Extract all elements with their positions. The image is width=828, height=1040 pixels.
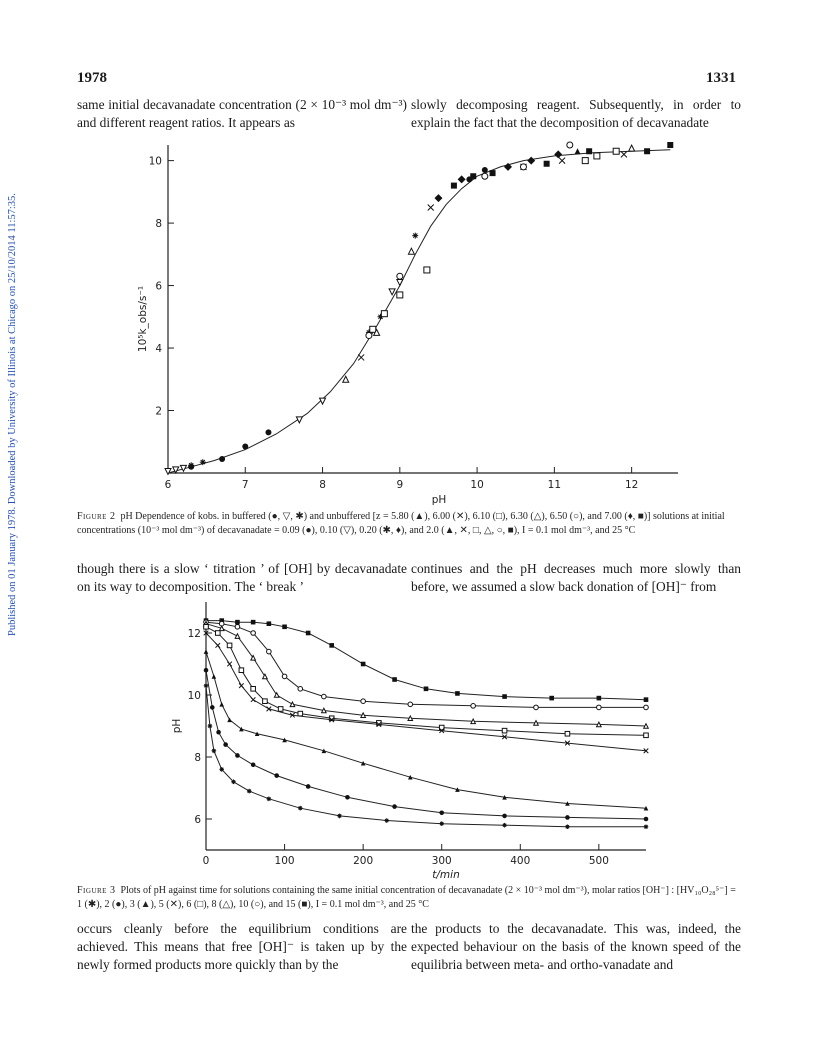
data-point [565,731,570,736]
data-point [544,161,550,167]
data-point [204,668,209,673]
data-point [223,742,228,747]
data-point [329,643,334,648]
data-point [502,814,507,819]
series-line [206,624,646,726]
data-point [247,789,252,794]
data-point [361,713,366,718]
data-point [366,333,372,339]
y-tick-label: 2 [155,405,162,418]
data-point [227,718,232,723]
data-point [597,696,602,701]
publication-stamp[interactable]: Published on 01 January 1978. Downloaded by University of Illinois at Chicago on 25/10/2014 11:57:35. [7,193,18,637]
data-point [322,694,327,699]
data-point [621,151,627,157]
data-point [298,806,303,811]
data-point [251,631,256,636]
data-point [439,821,444,826]
data-point [274,773,279,778]
data-point [231,780,236,785]
data-point [527,157,535,165]
x-tick-label: 100 [274,855,295,867]
series-line [206,652,646,809]
data-point [408,702,413,707]
data-point [204,625,209,630]
data-point [358,354,364,360]
data-point [306,784,311,789]
x-axis-label: pH [431,494,447,505]
data-point [392,804,397,809]
data-point [215,643,220,648]
y-tick-label: 8 [194,752,201,764]
data-point [559,158,565,164]
data-point [251,687,256,692]
fit-curve [168,150,670,473]
data-point [370,326,376,332]
data-point [265,429,271,435]
paragraph: same initial decavanadate concentration (2 × 10⁻³ mol dm⁻³) and different reagent ratios. It appears as [77,97,407,130]
data-point [204,649,209,654]
data-point [306,631,311,636]
y-tick-label: 10 [187,690,201,702]
data-point [434,194,442,202]
data-point [520,164,526,170]
data-point [482,173,488,179]
figure-2-caption-text: pH Dependence of kobs. in buffered (●, ▽, ✱) and unbuffered [z = 5.80 (▲), 6.00 (✕), 6.10 (□), 6.30 (△), 6.50 (○), and 7.00 (♦, ■)] solutions at initial concentrations (10⁻³ mol dm⁻³) of decavanadate = 0.09 (●), 0.10 (▽), 0.20 (✱, ♦), and 2.0 (▲, ✕, □, △, ○, ■), I = 0.1 mol dm⁻³, and 25 °C [77,511,725,536]
x-tick-label: 12 [624,479,639,491]
data-point [408,716,413,721]
data-point [534,721,539,726]
data-point [219,626,224,631]
data-point [428,204,434,210]
data-point [343,376,349,382]
middle-text-left [77,560,407,596]
data-point [216,730,221,735]
data-point [235,620,240,625]
data-point [290,702,295,707]
data-point [219,702,224,707]
data-point [267,649,272,654]
data-point [644,824,649,829]
data-point [397,273,403,279]
y-tick-label: 10 [148,155,162,168]
data-point [389,289,395,295]
data-point [644,697,649,702]
paragraph: the products to the decavanadate. This was, indeed, the expected behaviour on the basis of the known speed of the equilibria between meta- and ortho-vanadate and [411,921,741,972]
data-point [567,142,573,148]
x-tick-label: 7 [241,479,249,491]
x-axis-label: t/min [432,869,460,881]
x-tick-label: 200 [353,855,374,867]
data-point [298,711,303,716]
y-tick-label: 12 [187,628,201,640]
y-tick-label: 8 [155,218,162,231]
data-point [490,170,496,176]
series-line [206,622,646,707]
data-point [235,625,240,630]
data-point [345,795,350,800]
data-point [534,705,539,710]
data-point [458,175,466,183]
series-line [206,686,646,827]
figure-3-caption-text: Plots of pH against time for solutions containing the same initial concentration of decavanadate (2 × 10⁻³ mol dm⁻³), molar ratios [OH⁻] : [HV₁₀O₂₈⁵⁻] = 1 (✱), 2 (●), 3 (▲), 5 (✕), 6 (□), 8 (△), 10 (○), and 15 (■), I = 0.1 mol dm⁻³, and 25 °C [77,885,736,910]
y-tick-label: 4 [155,343,162,356]
data-point [451,183,457,189]
data-point [212,674,217,679]
data-point [204,683,209,688]
y-axis-label: pH [171,718,183,734]
data-point [586,148,592,154]
data-point [251,697,256,702]
data-point [502,728,507,733]
data-point [471,719,476,724]
data-point [242,443,248,449]
data-point [210,705,215,710]
data-point [554,150,562,158]
data-point [565,815,570,820]
middle-text-right [411,560,741,596]
data-point [613,148,619,154]
data-point [212,749,217,754]
data-point [565,824,570,829]
data-point [424,687,429,692]
figure-2-caption [77,510,737,537]
data-point [502,694,507,699]
data-point [361,662,366,667]
data-point [644,817,649,822]
data-point [644,733,649,738]
x-tick-label: 8 [319,479,326,491]
data-point [322,708,327,713]
data-point [644,148,650,154]
data-point [412,233,418,239]
data-point [251,762,256,767]
data-point [582,158,588,164]
paragraph: continues and the pH decreases much more slowly than before, we assumed a slow back donation of [OH]⁻ from [411,561,741,594]
top-text-left [77,96,407,132]
data-point [239,668,244,673]
data-point [381,311,387,317]
data-point [644,724,649,729]
data-point [408,248,414,254]
data-point [215,631,220,636]
y-axis-label: 10⁵k_obs/s⁻¹ [137,285,149,353]
top-text-right [411,96,741,132]
figure-2-label: Figure 2 [77,511,116,522]
figure-3-label: Figure 3 [77,885,116,896]
data-point [235,753,240,758]
data-point [227,662,232,667]
y-tick-label: 6 [155,280,162,293]
data-point [471,704,476,709]
data-point [239,683,244,688]
data-point [384,818,389,823]
data-point [337,814,342,819]
data-point [629,145,635,151]
data-point [219,456,225,462]
data-point [397,292,403,298]
x-tick-label: 6 [164,479,172,491]
x-tick-label: 11 [547,479,562,491]
x-tick-label: 400 [510,855,531,867]
x-tick-label: 9 [396,479,404,491]
paragraph: occurs cleanly before the equilibrium conditions are achieved. This means that free [OH]⁻ is taken up by the newly formed products more quickly than by the [77,921,407,972]
page-number: 1331 [706,70,736,86]
data-point [455,691,460,696]
data-point [392,677,397,682]
bottom-text-left [77,920,407,974]
figure-2-chart [120,135,690,505]
x-tick-label: 500 [588,855,609,867]
data-point [667,142,673,148]
paragraph: though there is a slow ‘ titration ’ of [OH] by decavanadate on its way to decomposition. The ‘ break ’ [77,561,407,594]
y-tick-label: 6 [194,814,201,826]
data-point [594,153,600,159]
x-tick-label: 10 [470,479,484,491]
data-point [597,705,602,710]
data-point [549,696,554,701]
data-point [235,634,240,639]
data-point [361,699,366,704]
data-point [298,687,303,692]
x-tick-label: 0 [202,855,210,867]
data-point [282,674,287,679]
data-point [470,173,476,179]
data-point [208,724,213,729]
data-point [282,625,287,630]
figure-3-chart [170,598,670,883]
data-point [597,722,602,727]
data-point [267,621,272,626]
data-point [278,707,283,712]
data-point [575,148,581,154]
data-point [482,167,488,173]
data-point [439,811,444,816]
data-point [424,267,430,273]
data-point [644,705,649,710]
journal-year: 1978 [77,70,107,86]
bottom-text-right [411,920,741,974]
series-line [206,633,646,751]
x-tick-label: 300 [431,855,452,867]
figure-3-caption [77,884,737,911]
data-point [263,699,268,704]
data-point [267,797,272,802]
data-point [251,620,256,625]
paragraph: slowly decomposing reagent. Subsequently, in order to explain the fact that the decomposition of decavanadate [411,97,741,130]
data-point [502,823,507,828]
data-point [227,643,232,648]
